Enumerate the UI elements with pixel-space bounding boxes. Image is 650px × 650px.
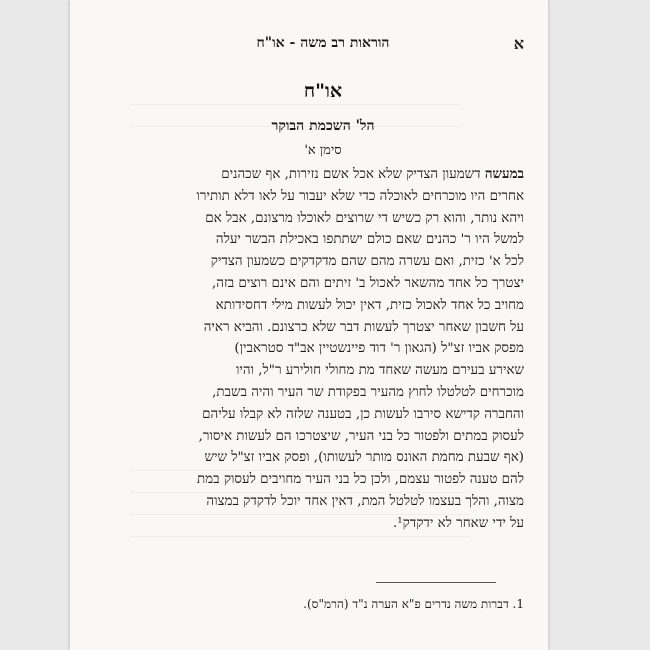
text-line: יצטרך כל אחד מהשאר לאכול ב' זיתים והם אינם רוצים בזה, <box>212 275 524 291</box>
page-number: א <box>513 34 524 53</box>
text-line: ויהא נותר, והוא רק כשיש די שרוצים לאוכלו מרצונם, אבל אם <box>205 210 524 226</box>
text-line: על חשבון שאחר יצטרך לעשות דבר שלא כרצונם. והביא ראיה <box>203 319 524 335</box>
text-line: למשל היו ר' כהנים שאם כולם ישתתפו באכילת הבשר יעלה <box>215 232 524 248</box>
first-line-text: דשמעון הצדיק שלא אכל אשם נזירות, אף שכהנים <box>221 167 485 182</box>
text-line <box>122 164 524 186</box>
siman-label: סימן א' <box>304 143 342 158</box>
text-line: (אף שבעת מחמת האונס מותר לעשותו), ופסק אביו זצ"ל שיש <box>204 450 524 466</box>
text-line: לכל א' כזית, ואם עשרה מהם שהם מדקדקים כשמעון הצדיק <box>210 254 524 270</box>
text-line: אחרים היו מוכרחים לאוכלה כדי שלא יעבור על לאו דלא תותירו <box>196 188 524 204</box>
text-line: שאירע בעירם מעשה שאחד מת מחולי חולירע ר"ל, והיו <box>235 363 524 379</box>
text-line: מצוה, והלך בעצמו לטלטל המת, דאין אחד יוכל לדקדק במצוה <box>206 493 524 509</box>
text-line: להם טענה לפטור עצמם, ולכן כל בני העיר מחויבים לעסוק במת <box>197 472 524 488</box>
lead-word: במעשה <box>484 166 524 182</box>
footnote-rule <box>376 582 496 583</box>
page-header <box>122 34 524 56</box>
text-line: מוכרחים לטלטלו לחוץ מהעיר בפקודת שר העיר והיה בשבת, <box>212 384 524 400</box>
section-title: או"ח <box>303 80 343 102</box>
text-line: על ידי שאחר לא ידקדק¹. <box>392 515 524 531</box>
text-line: לעסוק במתים ולפטור כל בני העיר, שיצטרכו הם לעשות איסור, <box>198 428 524 444</box>
body-paragraph <box>122 164 524 535</box>
footnote: 1. דברות משה נדרים פ"א הערה נ"ד (הרמ"ס). <box>303 597 524 611</box>
text-line: והחברה קדישא סירבו לעשות כן, בטענה שלזה לא קבלו עליהם <box>202 406 524 422</box>
running-title: הוראות רב משה - או"ח <box>256 35 390 51</box>
book-page <box>70 0 548 650</box>
show-through-line <box>130 536 470 537</box>
text-line: מפסק אביו זצ"ל (הגאון ר' דוד פיינשטיין אב"ד סטראבין) <box>234 341 524 357</box>
show-through-line <box>130 104 460 105</box>
chapter-heading: הל' השכמת הבוקר <box>271 118 375 134</box>
text-line: מחויב כל אחד לאכול כזית, דאין יכול לעשות מילי דחסידותא <box>215 297 524 313</box>
